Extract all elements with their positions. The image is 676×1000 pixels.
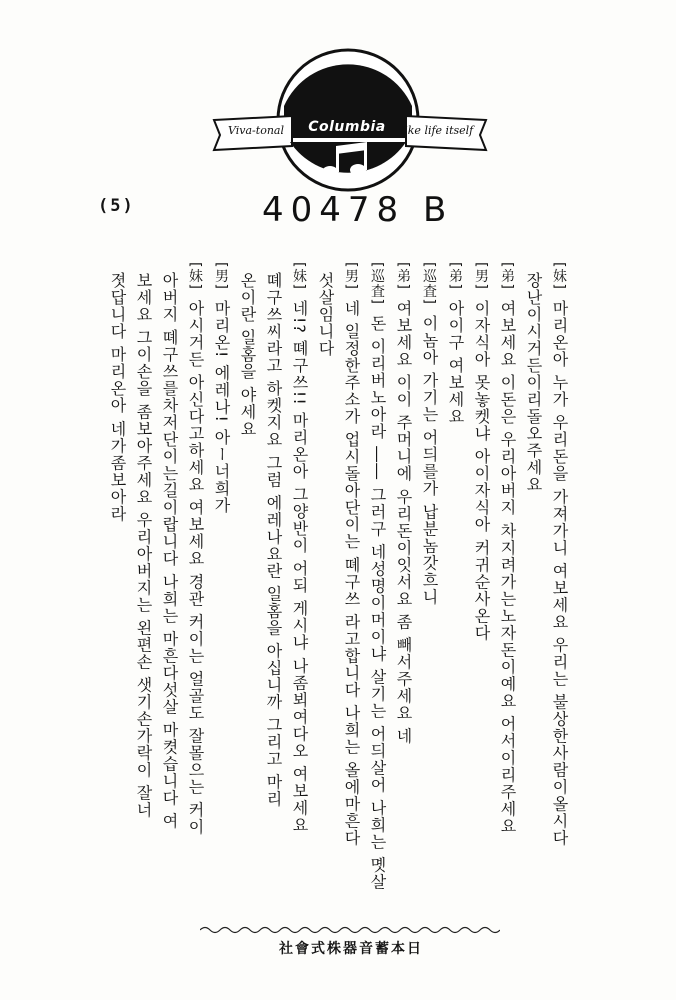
- text-line: [312, 262, 336, 922]
- line-text: 아이구 여보세요: [446, 299, 465, 426]
- text-line: [416, 262, 440, 922]
- speaker-label: [男]: [213, 262, 229, 290]
- text-line: [520, 262, 544, 922]
- text-line: [494, 262, 518, 922]
- line-text: 온이란 일홈을 야세요: [238, 272, 257, 438]
- text-line: [260, 262, 284, 922]
- text-line: [286, 262, 310, 922]
- line-text: 마리온아 누가 우리돈을 가져가니 여보세요 우리는 불상한사람이올시다: [550, 299, 569, 847]
- speaker-label: [妹]: [551, 262, 567, 290]
- text-line: [364, 262, 388, 922]
- line-text: 아버지 뗴구쓰를차저단이는길이랍니다 나희는 마흔다섯살 마켯습니다 여: [160, 272, 179, 830]
- speaker-label: [弟]: [499, 262, 515, 290]
- speaker-label: [巡査]: [369, 262, 385, 305]
- logo-brand: Columbia: [308, 119, 386, 135]
- text-line: [338, 262, 362, 922]
- text-line: [546, 262, 570, 922]
- text-line: [182, 262, 206, 922]
- logo-banner-left: Viva-tonal: [228, 124, 284, 137]
- line-text: 네 일정한주소가 업시돌아단이는 뗴구쓰 라고합니다 나희는 올에마흔다: [342, 299, 361, 847]
- speaker-label: [妹]: [291, 262, 307, 290]
- text-line: [156, 262, 180, 922]
- line-text: 이놈아 가기는 어듸를가 납분놈갓흐니: [420, 314, 439, 606]
- line-text: 마리온! 에레나! 아ー너희가: [212, 299, 231, 514]
- line-text: 뗴구쓰씨라고 하켓지요 그럼 에레나요란 일홈을 아십니까 그리고 마리: [264, 272, 283, 808]
- line-text: 장난이시거든이리돌오주세요: [524, 272, 543, 493]
- company-name: 日本蓄音器株式會社: [279, 941, 423, 957]
- lyrics-block: [100, 262, 570, 922]
- speaker-label: [弟]: [395, 262, 411, 290]
- logo-banner-right: like life itself: [400, 124, 474, 137]
- text-line: [468, 262, 492, 922]
- text-line: [208, 262, 232, 922]
- line-text: 섯살임니다: [316, 272, 335, 357]
- page-number: (5): [98, 196, 135, 216]
- line-text: 돈 이리버노아라 ―― 그러구 네성명이머이냐 살기는 어듸살어 나희는 몟살: [368, 314, 387, 891]
- line-text: 여보세요 이돈은 우리아버지 차지려가는노자돈이예요 어서이리주세요: [498, 299, 517, 835]
- text-line: [390, 262, 414, 922]
- record-number: 40478 B: [262, 190, 454, 230]
- text-line: [130, 262, 154, 922]
- text-line: [234, 262, 258, 922]
- wave-divider: [200, 925, 500, 935]
- line-text: 졋답니다 마리온아 네가좀보아라: [108, 272, 127, 523]
- speaker-label: [男]: [473, 262, 489, 290]
- line-text: 이자식아 못놓켓냐 아이자식아 커귀순사온다: [472, 299, 491, 642]
- line-text: 네!? 뗴구쓰!! 마리온아 그양반이 어되 게시냐 나좀뵈여다오 여보세요: [290, 299, 309, 834]
- line-text: 아시거든 아신다고하세요 여보세요 경관 커이는 얼골도 잘몰으는 커이: [186, 299, 205, 836]
- text-line: [442, 262, 466, 922]
- speaker-label: [弟]: [447, 262, 463, 290]
- speaker-label: [妹]: [187, 262, 203, 290]
- speaker-label: [巡査]: [421, 262, 437, 305]
- columbia-logo: [200, 46, 500, 196]
- line-text: 보세요 그이손을 좀보아주세요 우리아버지는 왼편손 샛기손가락이 잘너: [134, 272, 153, 819]
- text-line: [104, 262, 128, 922]
- line-text: 여보세요 이이 주머니에 우리돈이잇서요 좀 빼서주세요 네: [394, 299, 413, 745]
- speaker-label: [男]: [343, 262, 359, 290]
